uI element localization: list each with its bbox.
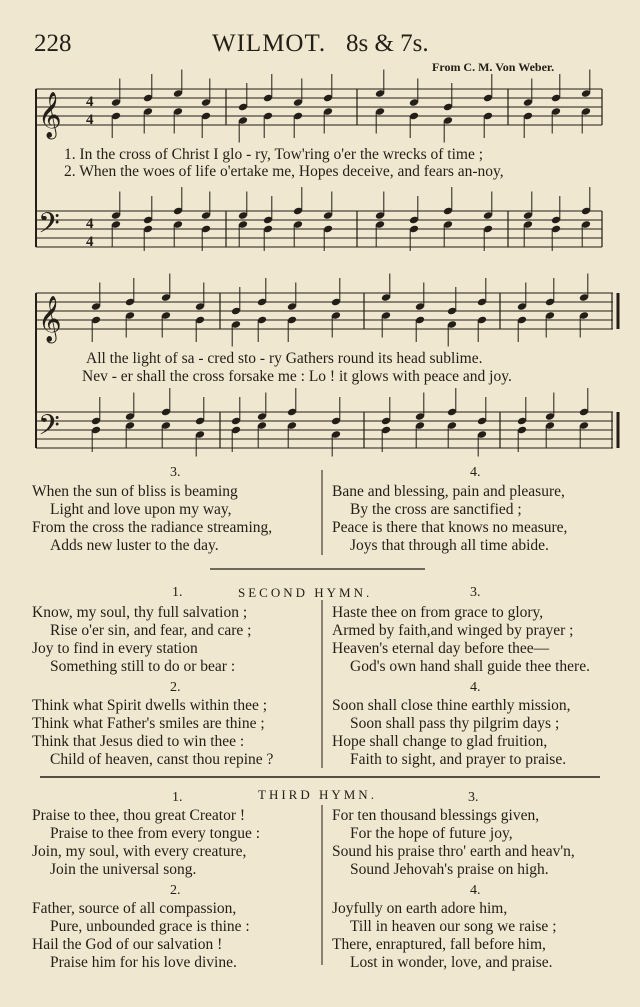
bass-clef-glyph: 𝄢 <box>38 409 60 449</box>
verse-number: 2. <box>170 883 181 898</box>
verse-line: Child of heaven, canst thou repine ? <box>50 751 274 768</box>
verse-line: Know, my soul, thy full salvation ; <box>32 604 248 621</box>
section-title: SECOND HYMN. <box>238 585 373 600</box>
verse-line: Sound Jehovah's praise on high. <box>350 861 549 878</box>
verse-line: Haste thee on from grace to glory, <box>332 604 544 621</box>
verse-line: Sound his praise thro' earth and heav'n, <box>332 843 575 860</box>
verse-line: Father, source of all compassion, <box>32 900 237 917</box>
verse-line: Praise him for his love divine. <box>50 954 237 971</box>
verse-number: 4. <box>470 680 481 695</box>
verse-number: 4. <box>470 465 481 480</box>
lyric-line-2-verse-1: All the light of sa - cred sto - ry Gathers round its head sublime. <box>86 350 483 367</box>
verse-3 <box>32 483 272 555</box>
verse-line: From the cross the radiance streaming, <box>32 519 273 536</box>
third-hymn-verse-1 <box>32 807 260 879</box>
verse-line: Till in heaven our song we raise ; <box>350 918 557 935</box>
verse-line: Praise to thee from every tongue : <box>50 825 261 842</box>
verse-line: Joyfully on earth adore him, <box>332 900 508 917</box>
verse-line: Joy to find in every station <box>32 640 198 657</box>
second-hymn-verse-2 <box>32 697 273 769</box>
verse-line: Light and love upon my way, <box>50 501 232 518</box>
verse-line: Armed by faith,and winged by prayer ; <box>332 622 574 639</box>
bass-clef-glyph: 𝄢 <box>38 207 60 247</box>
verse-line: Hope shall change to glad fruition, <box>332 733 548 750</box>
lyric-line-1-verse-2: 2. When the woes of life o'ertake me, Hopes deceive, and fears an-noy, <box>64 163 504 180</box>
verse-number: 3. <box>468 790 479 805</box>
verse-line: Hail the God of our salvation ! <box>32 936 223 953</box>
time-sig-glyph: 4 <box>86 216 94 232</box>
third-hymn-verse-4 <box>332 900 557 972</box>
verse-line: When the sun of bliss is beaming <box>32 483 238 500</box>
verse-number: 4. <box>470 883 481 898</box>
verse-number: 1. <box>172 585 183 600</box>
verse-line: Something still to do or bear : <box>50 658 236 675</box>
verse-line: Join the universal song. <box>50 861 197 878</box>
verse-number: 1. <box>172 790 183 805</box>
verse-line: There, enraptured, fall before him, <box>332 936 546 953</box>
section-title: THIRD HYMN. <box>258 787 377 802</box>
verse-line: Soon shall pass thy pilgrim days ; <box>350 715 560 732</box>
lyric-line-2-verse-2: Nev - er shall the cross forsake me : Lo ! it glows with peace and joy. <box>82 368 512 385</box>
meter: 8s & 7s. <box>346 30 429 57</box>
verse-line: Faith to sight, and prayer to praise. <box>350 751 567 768</box>
treble-clef-glyph: 𝄞 <box>38 296 62 342</box>
third-hymn-verse-2 <box>32 900 250 972</box>
verse-line: Think what Spirit dwells within thee ; <box>32 697 268 714</box>
verse-line: For the hope of future joy, <box>350 825 513 842</box>
verse-line: Soon shall close thine earthly mission, <box>332 697 571 714</box>
treble-clef-glyph: 𝄞 <box>38 92 62 138</box>
music-score <box>0 0 640 470</box>
page-number: 228 <box>34 30 72 57</box>
second-hymn-verse-1 <box>32 604 251 676</box>
verse-4 <box>332 483 567 555</box>
verse-line: Adds new luster to the day. <box>50 537 219 554</box>
lyric-line-1-verse-1: 1. In the cross of Christ I glo - ry, Tow'ring o'er the wrecks of time ; <box>64 146 484 163</box>
verse-line: Think that Jesus died to win thee : <box>32 733 245 750</box>
verse-number: 3. <box>170 465 181 480</box>
verse-number: 2. <box>170 680 181 695</box>
verse-line: Rise o'er sin, and fear, and care ; <box>50 622 252 639</box>
verse-line: Praise to thee, thou great Creator ! <box>32 807 246 824</box>
time-sig-glyph: 4 <box>86 94 94 110</box>
verse-line: Bane and blessing, pain and pleasure, <box>332 483 565 500</box>
second-hymn-verse-4 <box>332 697 571 769</box>
composer-credit: From C. M. Von Weber. <box>432 60 555 74</box>
verse-line: Peace is there that knows no measure, <box>332 519 568 536</box>
verse-line: By the cross are sanctified ; <box>350 501 522 518</box>
verse-line: Think what Father's smiles are thine ; <box>32 715 265 732</box>
verse-line: God's own hand shall guide thee there. <box>350 658 590 675</box>
verse-line: Joys that through all time abide. <box>350 537 549 554</box>
verse-line: Lost in wonder, love, and praise. <box>350 954 553 971</box>
time-sig-glyph: 4 <box>86 112 94 128</box>
verse-number: 3. <box>470 585 481 600</box>
verse-line: Heaven's eternal day before thee— <box>332 640 550 657</box>
verse-line: For ten thousand blessings given, <box>332 807 540 824</box>
second-hymn-verse-3 <box>332 604 590 676</box>
verse-line: Join, my soul, with every creature, <box>32 843 247 860</box>
tune-name: WILMOT. <box>212 30 327 57</box>
third-hymn-verse-3 <box>332 807 575 879</box>
time-sig-glyph: 4 <box>86 234 94 250</box>
verse-line: Pure, unbounded grace is thine : <box>50 918 250 935</box>
